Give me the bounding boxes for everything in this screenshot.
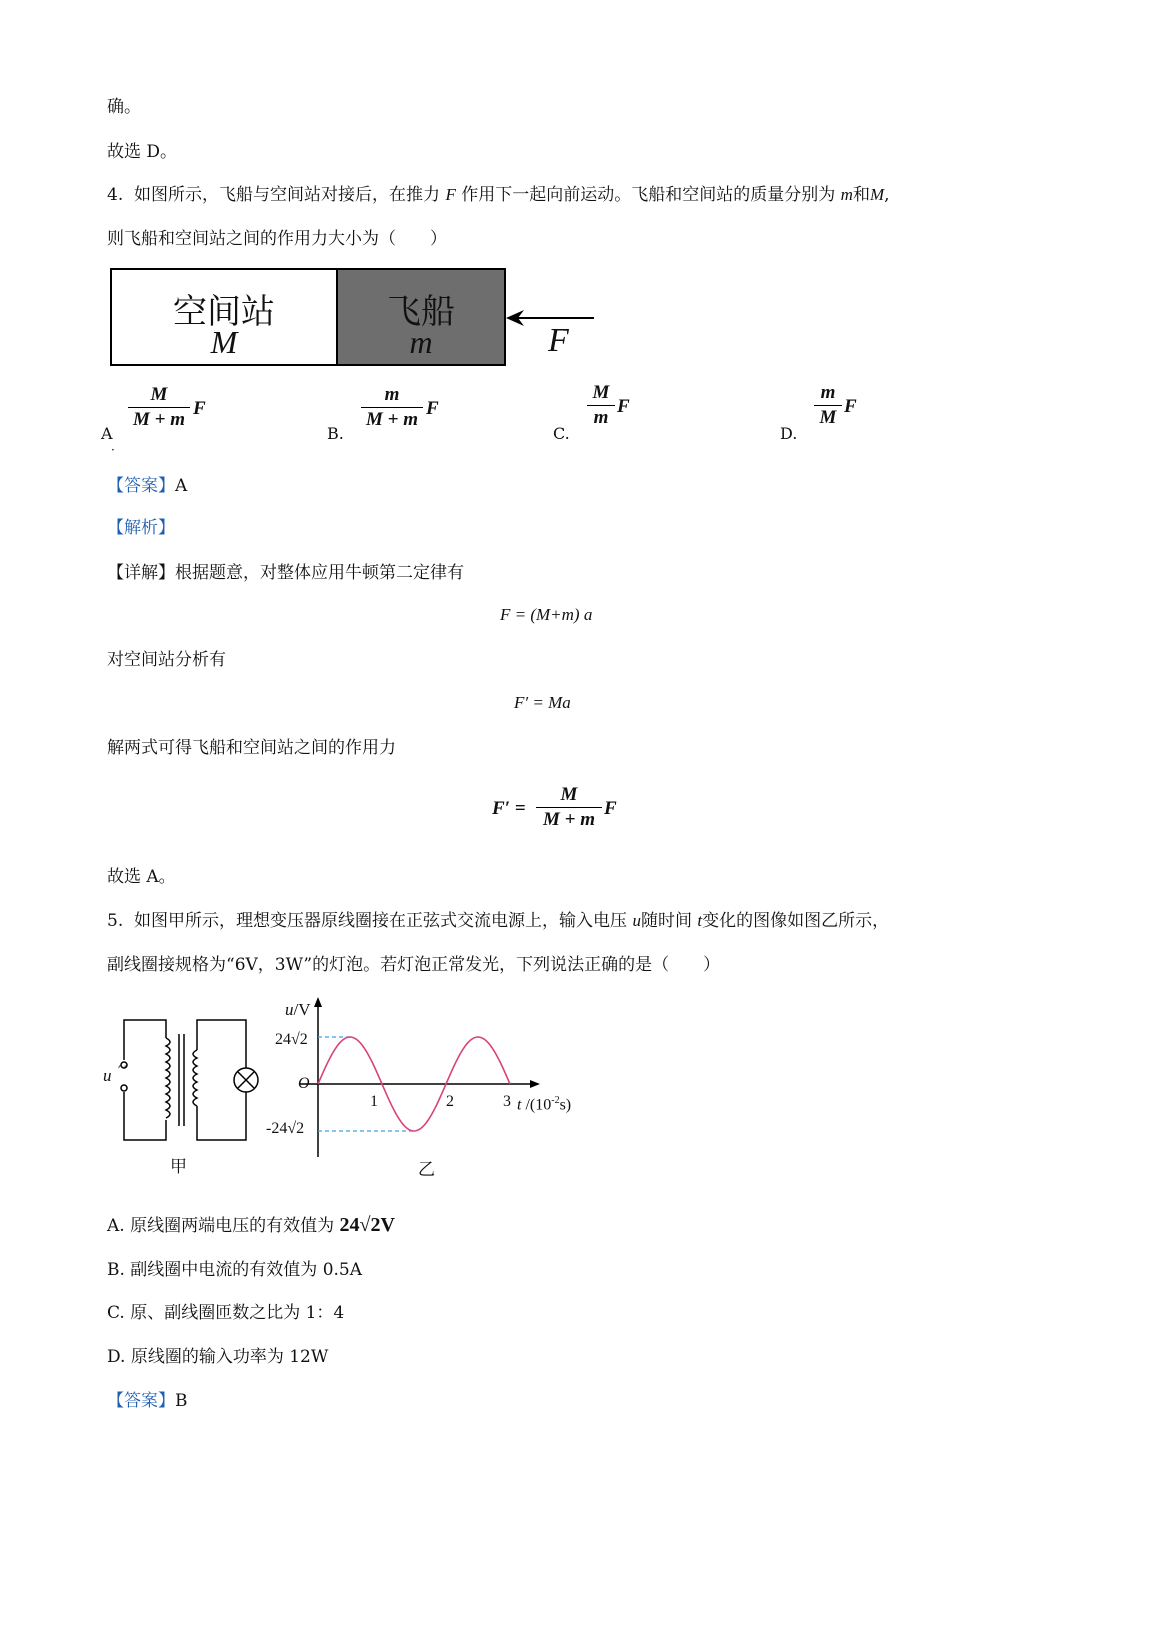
option-A-fraction [128,384,190,431]
option-5D[interactable]: D. 原线圈的输入功率为 12W [107,1347,329,1367]
question-text: 如图甲所示，理想变压器原线圈接在正弦式交流电源上，输入电压 [134,911,628,931]
denominator: M [819,407,837,428]
station-label: 空间站 [173,292,275,332]
option-D-F: F [844,396,857,417]
final-formula-lhs: F′ = [492,798,526,819]
fraction-bar [814,405,842,406]
x-tick-3: 3 [503,1093,511,1110]
y-axis-label: u/V [285,1000,311,1019]
question-text: 作用下一起向前运动。飞船和空间站的质量分别为 [461,185,836,205]
ship-mass: m [409,324,433,360]
option-text: A. 原线圈两端电压的有效值为 [107,1216,335,1236]
option-D-fraction [814,382,842,429]
station-analysis-line: 对空间站分析有 [107,650,226,670]
punctuation: , [884,185,890,205]
var-F: F [445,185,456,204]
fraction-bar [128,407,190,408]
fraction-bar [361,407,423,408]
option-B-F: F [426,398,439,419]
origin-label: O [298,1075,310,1092]
question-4-line-2: 则飞船和空间站之间的作用力大小为（ ） [107,229,447,249]
y-axis-arrow [314,997,322,1007]
x-axis-arrow [530,1080,540,1088]
analysis-tag: 【解析】 [107,518,175,538]
var-M: M [869,185,885,204]
denominator: M + m [543,809,595,830]
option-C-F: F [617,396,630,417]
ship-box [336,268,506,366]
dot-mark: · [111,443,115,457]
final-formula-fraction [536,784,602,831]
y-tick-negative: -24√2 [266,1120,305,1137]
option-D-label[interactable]: D. [780,424,798,443]
question-text: 变化的图像如图乙所示， [702,911,890,931]
answer-tag: 【答案】 [107,476,175,496]
text-line-1: 确。 [107,97,141,117]
numerator: M [592,382,610,403]
source-symbol: ~ [118,1060,127,1076]
fraction-bar [587,405,615,406]
numerator: m [820,382,836,403]
caption-jia: 甲 [170,1157,187,1177]
x-axis-label: t $/(10^{-2}s)$ [517,1095,572,1114]
answer-line [107,474,187,498]
question-number: 5. [107,911,124,931]
x-tick-1: 1 [370,1093,378,1110]
option-C-label[interactable]: C. [553,424,570,443]
answer-value: B [175,1391,188,1411]
option-C-fraction [587,382,615,429]
option-5C[interactable]: C. 原、副线圈匝数之比为 1：4 [107,1303,345,1323]
ship-label: 飞船 [387,292,455,332]
question-text: 和 [852,185,870,205]
station-mass: M [210,324,238,360]
option-5A[interactable] [107,1213,395,1238]
equation-2: F′ = Ma [514,693,571,712]
option-A-label[interactable]: A [101,424,113,443]
source-label: u [103,1066,112,1085]
station-box [110,268,338,366]
var-m: m [840,185,853,204]
question-5-line-2: 副线圈接规格为“6V，3W”的灯泡。若灯泡正常发光，下列说法正确的是（ ） [107,955,721,975]
equation-1: F = (M+m) a [500,605,593,624]
denominator: M + m [133,409,185,430]
numerator: M [560,784,578,805]
question-number: 4. [107,185,124,205]
answer-value: A [175,476,188,496]
question-5-line-1 [107,909,889,933]
transformer-circuit [96,1010,266,1150]
final-formula-F: F [604,798,617,819]
option-B-label[interactable]: B. [327,424,344,443]
var-t: t [697,911,703,930]
numerator: M [150,384,168,405]
x-tick-2: 2 [446,1093,454,1110]
option-A-F: F [193,398,206,419]
option-5B[interactable]: B. 副线圈中电流的有效值为 0.5A [107,1260,363,1280]
question-4-line-1 [107,183,890,207]
question-text: 随时间 [640,911,692,931]
option-5A-value: 24√2V [339,1214,395,1236]
fraction-bar [536,807,602,808]
question-text: 如图所示，飞船与空间站对接后，在推力 [134,185,441,205]
y-tick-positive: 24√2 [275,1031,308,1048]
conclusion-line: 故选 A。 [107,867,176,887]
option-B-fraction [361,384,423,431]
var-u: u [632,911,641,930]
numerator: m [384,384,400,405]
force-label: F [548,322,569,359]
denominator: M + m [366,409,418,430]
text-line-2: 故选 D。 [107,142,178,162]
answer-tag: 【答案】 [107,1391,175,1411]
detail-line: 【详解】根据题意，对整体应用牛顿第二定律有 [107,563,464,583]
denominator: m [593,407,609,428]
answer-5-line [107,1389,188,1413]
solve-line: 解两式可得飞船和空间站之间的作用力 [107,738,396,758]
caption-yi: 乙 [418,1160,435,1180]
